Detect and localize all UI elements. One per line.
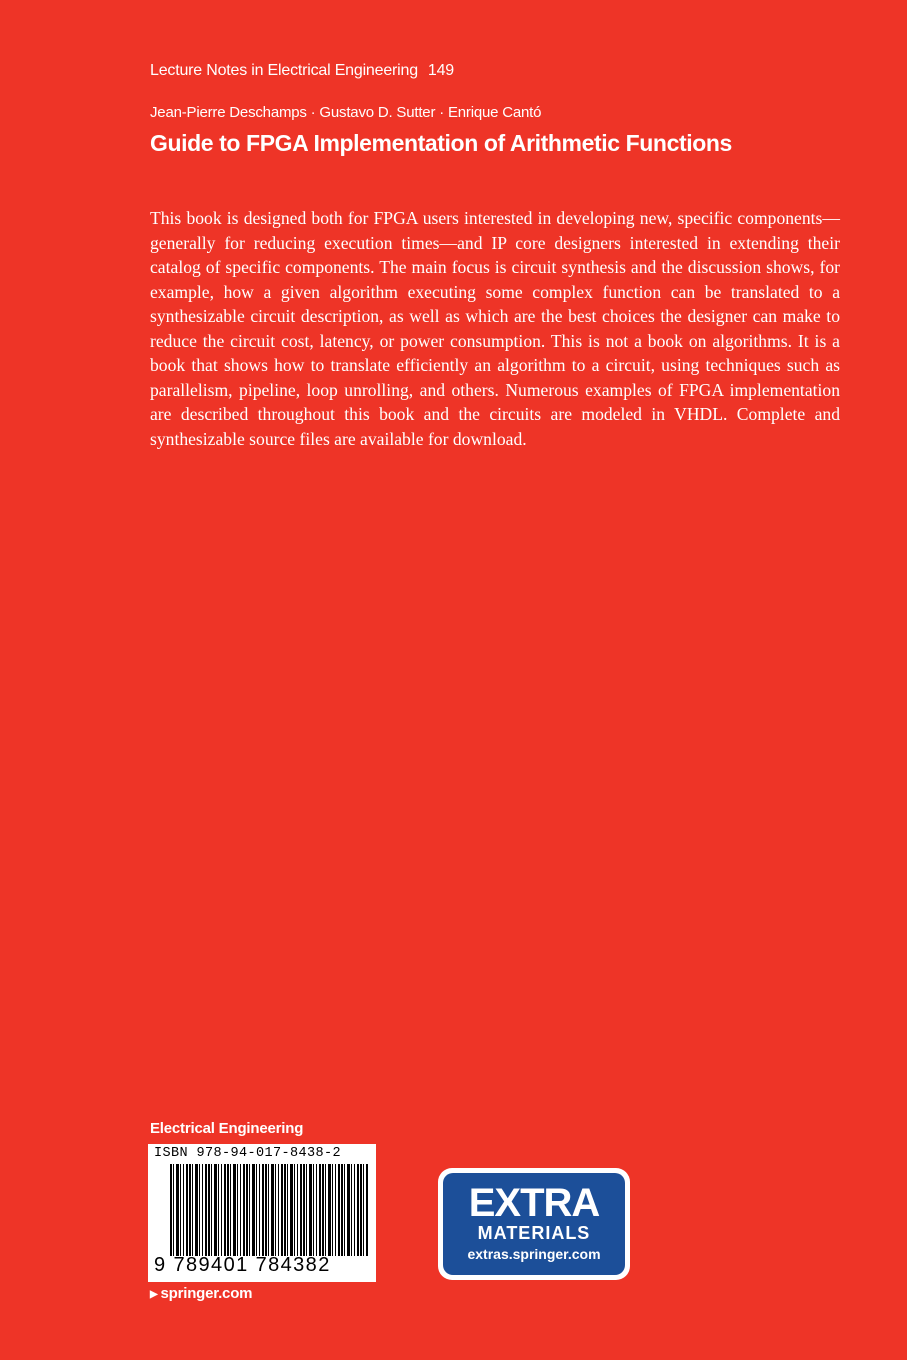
series-name: Lecture Notes in Electrical Engineering [150,62,418,79]
extra-url: extras.springer.com [467,1246,601,1262]
extra-materials-badge[interactable] [438,1168,630,1280]
book-description: This book is designed both for FPGA users interested in developing new, specific components—generally for reducing execution times—and IP core designers interested in extending their catalog of specific components. The main focus is circuit synthesis and the discussion shows, for example, how a given algorithm executing some complex function can be translated to a synthesizable circuit description, as well as which are the best choices the designer can make to reduce the circuit cost, latency, or power consumption. This is not a book on algorithms. It is a book that shows how to translate efficiently an algorithm to a circuit, using techniques such as parallelism, pipeline, loop unrolling, and others. Numerous examples of FPGA implementation are described throughout this book and the circuits are modeled in VHDL. Complete and synthesizable source files are available for download. [150,208,840,449]
authors: Jean-Pierre Deschamps · Gustavo D. Sutter · Enrique Cantó [150,104,542,121]
book-title: Guide to FPGA Implementation of Arithmetic Functions [150,130,732,156]
publisher-url: springer.com [160,1285,253,1302]
subject-category: Electrical Engineering [150,1120,304,1137]
extra-materials-badge-inner [443,1173,625,1275]
isbn-number: ISBN 978-94-017-8438-2 [154,1146,342,1161]
ean-digits: 9 789401 784382 [154,1254,331,1276]
publisher-link[interactable] [150,1285,252,1302]
barcode [148,1144,376,1282]
triangle-right-icon: ▶ [150,1289,158,1300]
extra-materials-label: MATERIALS [477,1223,591,1243]
series-number: 149 [427,62,455,79]
barcode-bars [170,1164,368,1256]
series-line [150,62,454,80]
extra-word: EXTRA [468,1181,600,1225]
